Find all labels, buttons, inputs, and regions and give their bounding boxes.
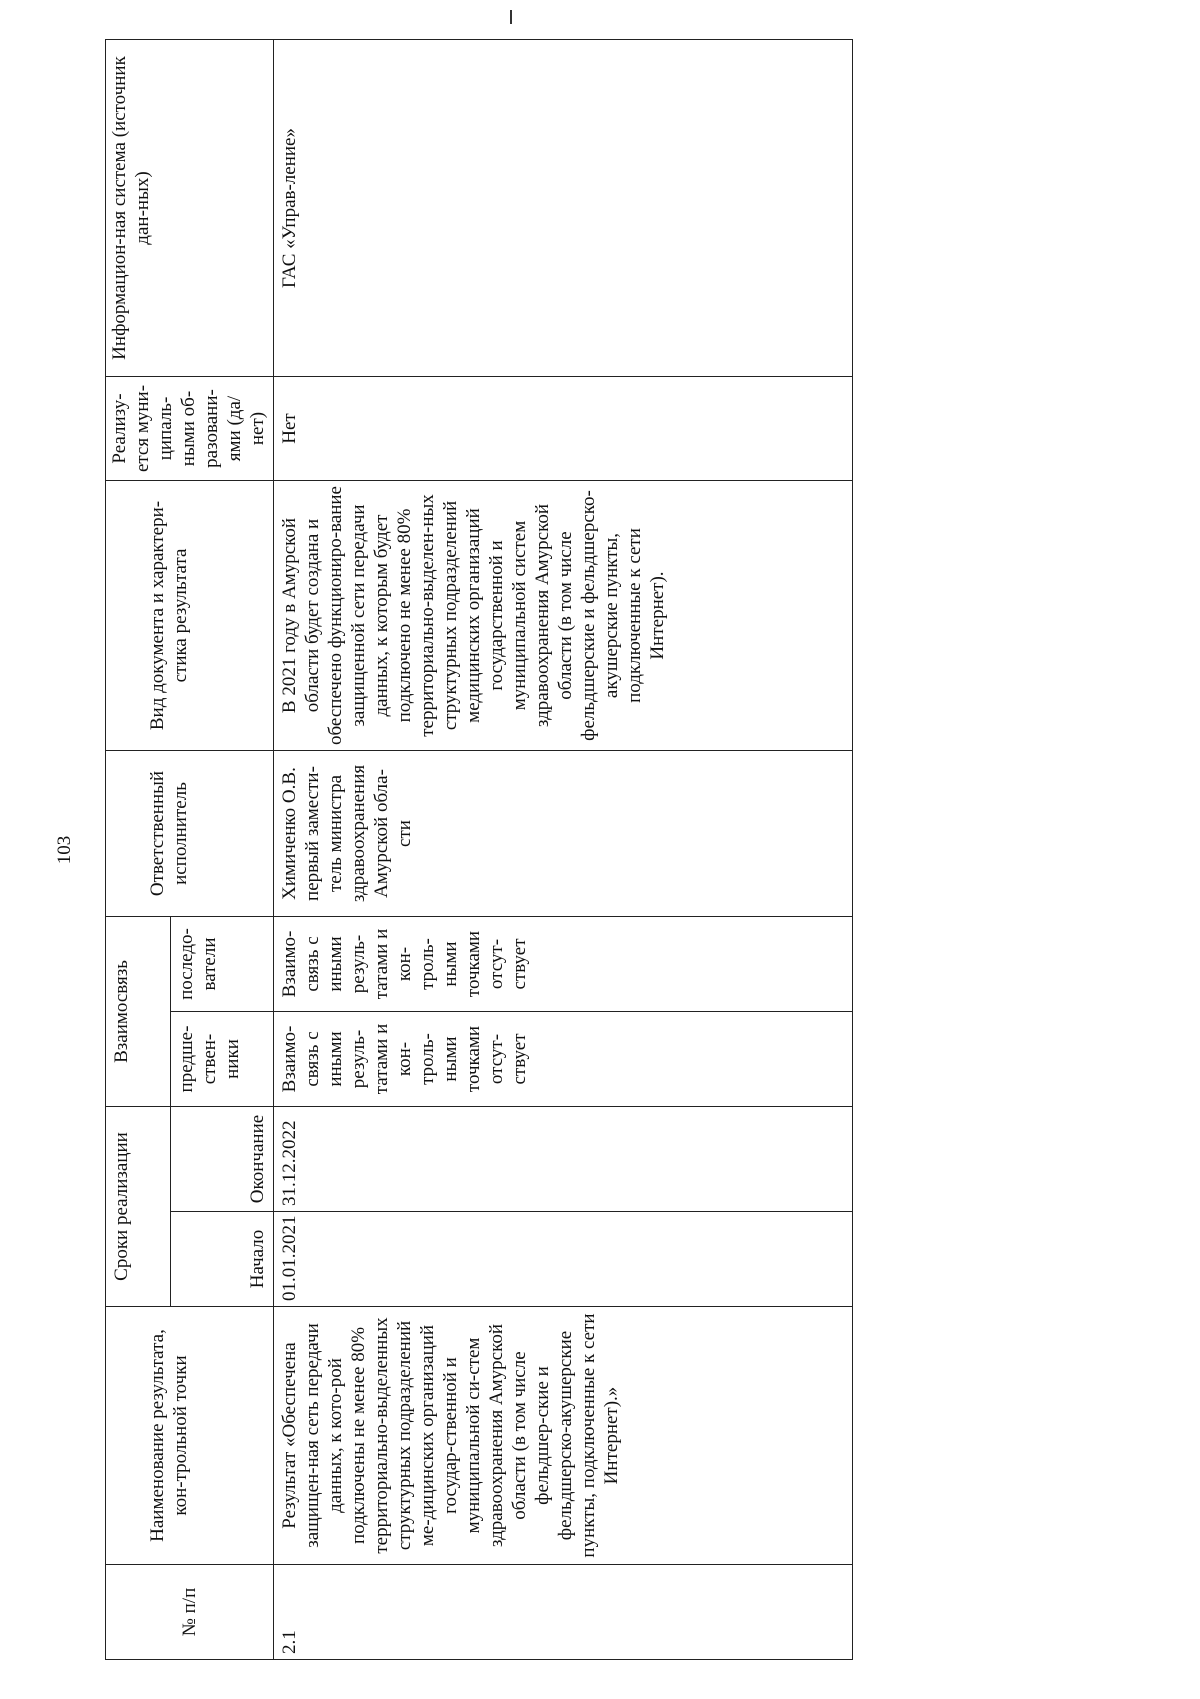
header-timing: Сроки реализации bbox=[106, 1107, 171, 1307]
row-predecessors: Взаимо-связь с иными резуль-татами и кон-троль-ными точками отсут-ствует bbox=[274, 1012, 853, 1107]
header-info-system: Информацион-ная система (источник дан-ных) bbox=[106, 40, 274, 377]
row-number: 2.1 bbox=[274, 1565, 853, 1660]
results-table bbox=[105, 39, 853, 1660]
row-info-system: ГАС «Управ-ление» bbox=[274, 40, 853, 377]
header-municipal: Реализу-ется муни-ципаль-ными об-разовани-ями (да/нет) bbox=[106, 377, 274, 481]
row-start: 01.01.2021 bbox=[274, 1212, 853, 1307]
rotated-table-wrapper bbox=[105, 40, 1045, 1660]
row-municipal: Нет bbox=[274, 377, 853, 481]
header-number: № п/п bbox=[106, 1565, 274, 1660]
header-row bbox=[106, 40, 171, 1660]
header-responsible: Ответственный исполнитель bbox=[106, 751, 274, 917]
row-responsible: Химиченко О.В. первый замести-тель министра здравоохранения Амурской обла-сти bbox=[274, 751, 853, 917]
row-name: Результат «Обеспечена защищен-ная сеть передачи данных, к кото-рой подключены не менее 80% территориально-выделенных структурных подразделений ме-дицинских организаций государ-ственной и муниципальной си-стем здравоохранения Амурской области (в том числе фельдшер-ские и фельдшерско-акушерские пункты, подключенные к сети Интернет).» bbox=[274, 1307, 853, 1565]
header-start: Начало bbox=[170, 1212, 273, 1307]
header-name: Наименование результата, кон-трольной точки bbox=[106, 1307, 274, 1565]
scan-mark bbox=[510, 10, 512, 24]
row-end: 31.12.2022 bbox=[274, 1107, 853, 1212]
row-document: В 2021 году в Амурской области будет создана и обеспечено функциониро-вание защищенной сети передачи данных, к которым будет подключено не менее 80% территориально-выделен-ных структурных подразделений медицинских организаций государственной и муниципальной систем здравоохранения Амурской области (в том числе фельдшерские и фельдшерско-акушерские пункты, подключенные к сети Интернет). bbox=[274, 481, 853, 751]
header-relation: Взаимосвязь bbox=[106, 917, 171, 1107]
header-successors: последо-ватели bbox=[170, 917, 273, 1012]
header-document: Вид документа и характери-стика результата bbox=[106, 481, 274, 751]
row-successors: Взаимо-связь с иными резуль-татами и кон-троль-ными точками отсут-ствует bbox=[274, 917, 853, 1012]
table-row bbox=[274, 40, 853, 1660]
page-number: 103 bbox=[54, 835, 75, 865]
header-end: Окончание bbox=[170, 1107, 273, 1212]
header-predecessors: предше-ствен-ники bbox=[170, 1012, 273, 1107]
